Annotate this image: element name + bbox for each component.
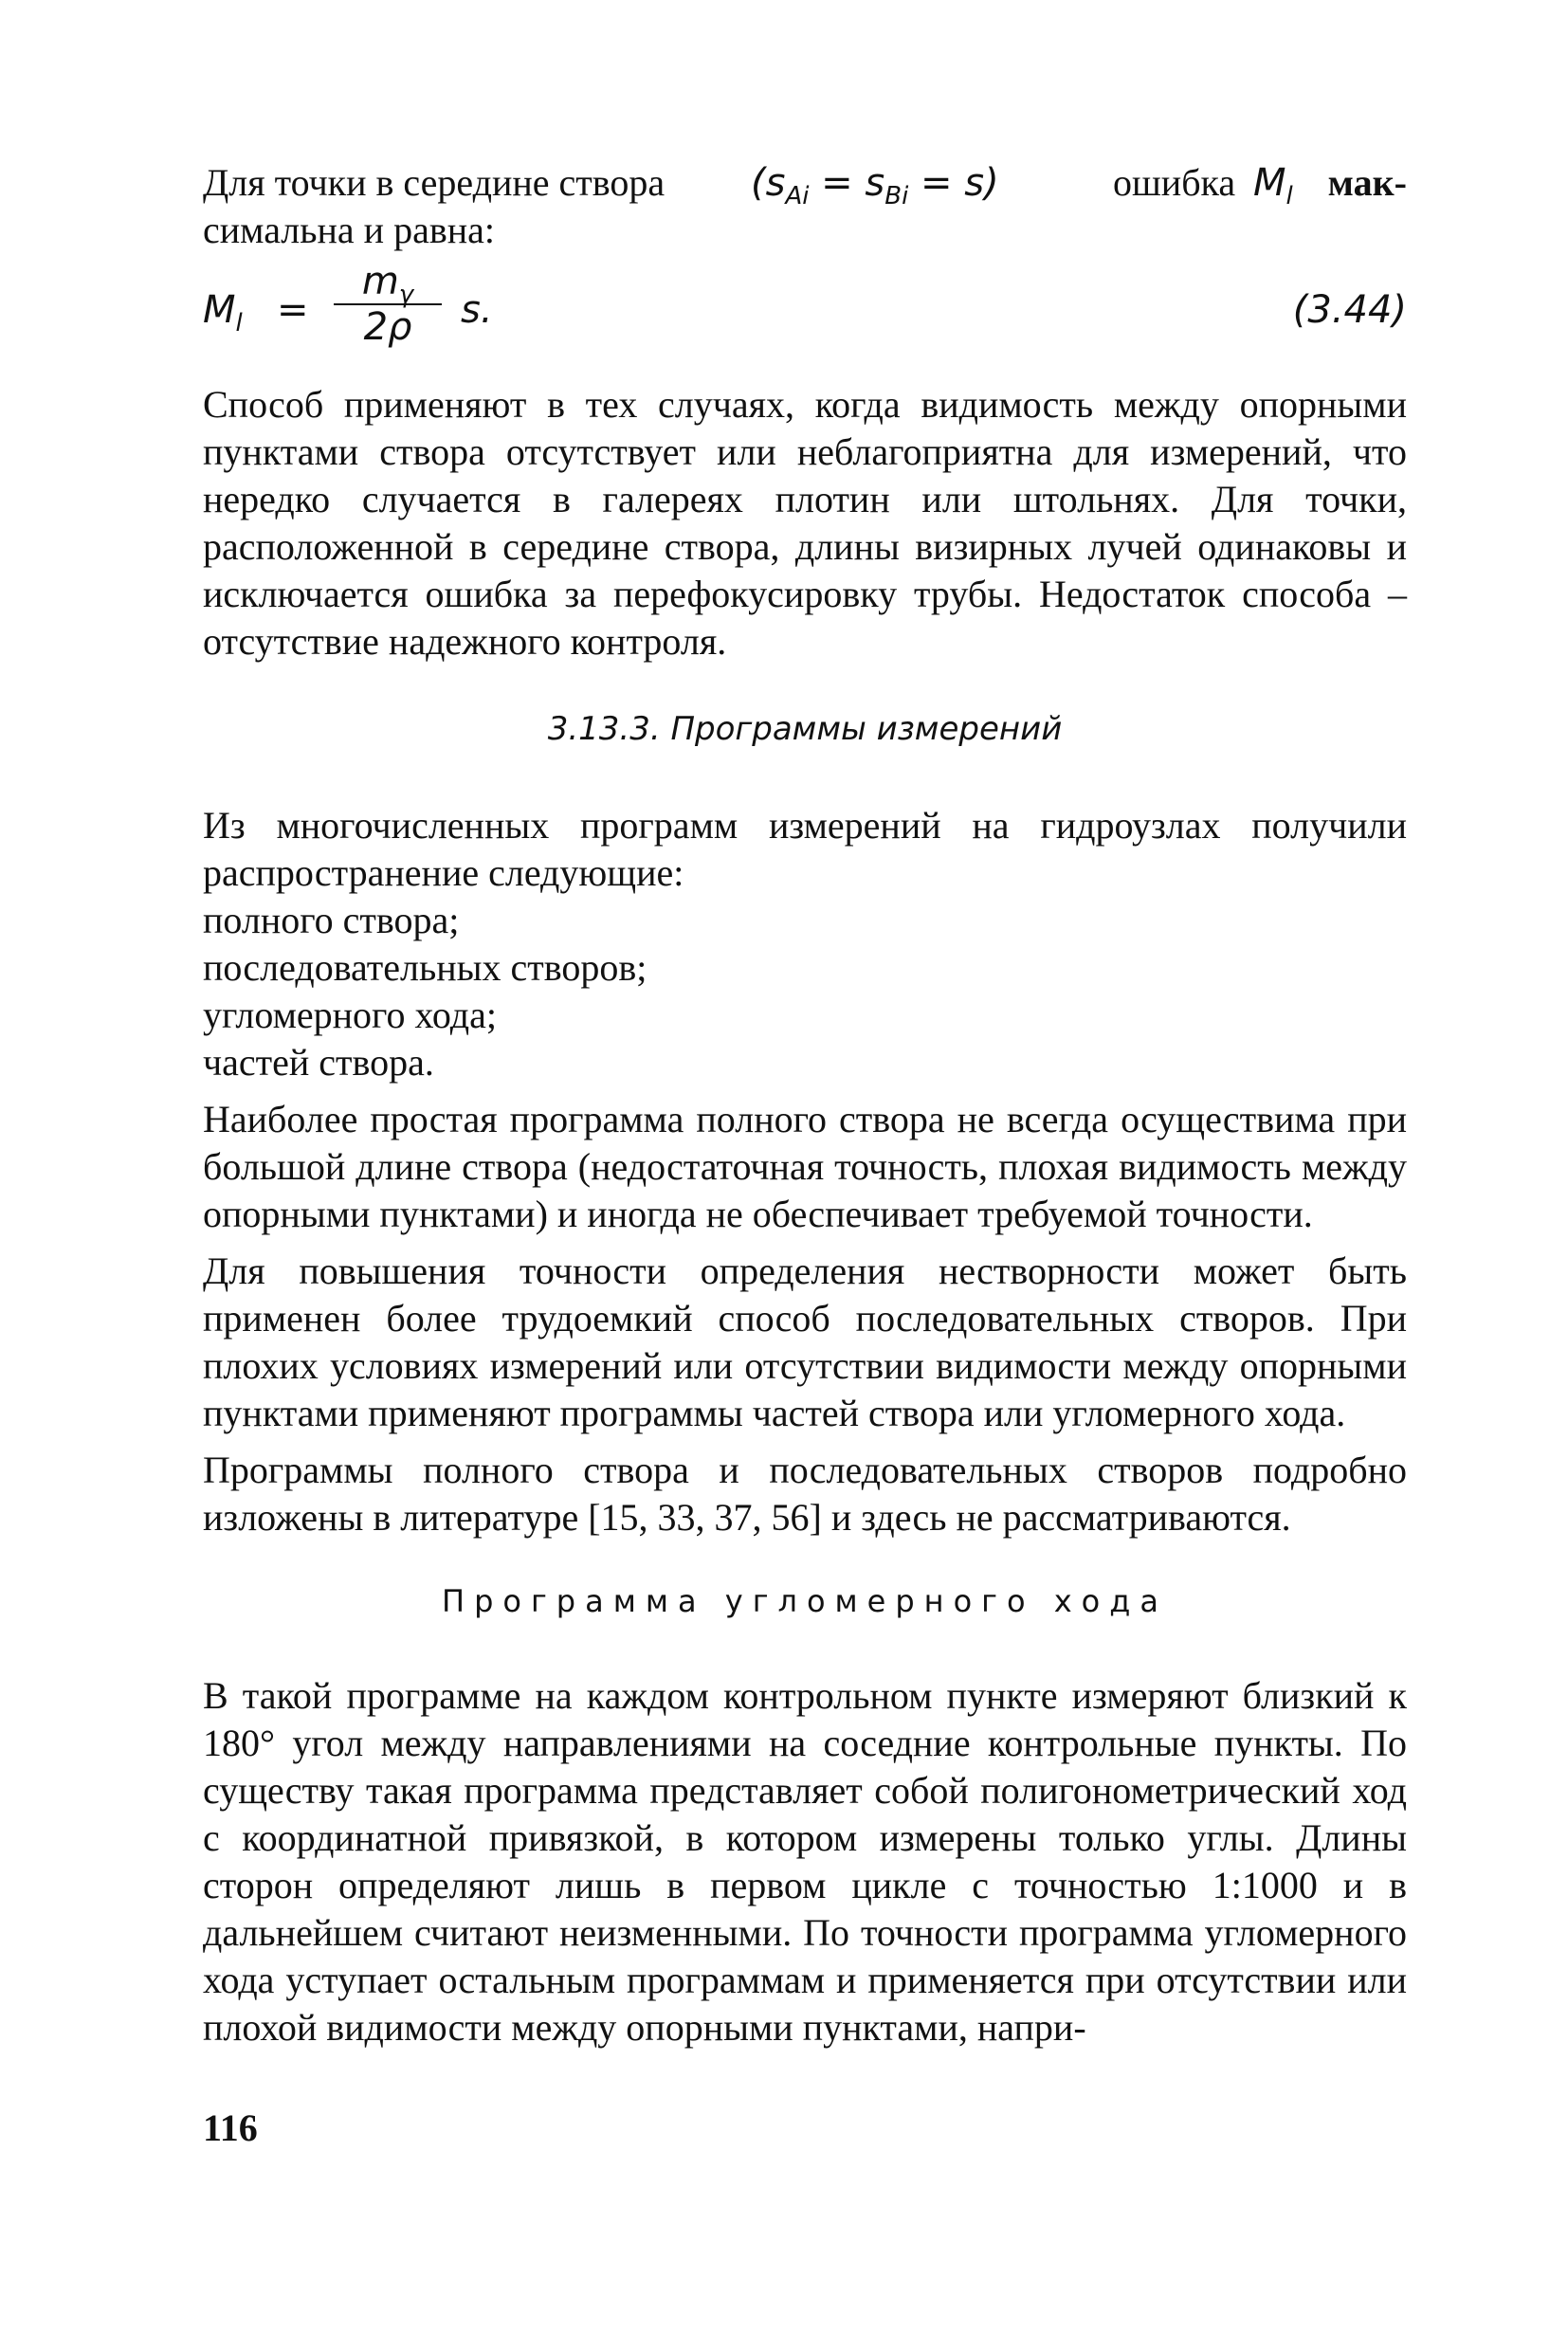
paragraph-1: Способ применяют в тех случаях, когда видимость между опорными пунктами створа отсутствует или неблагоприятна для измерений, что нередко случается в галереях плотин или штольнях. Для точки, расположенной в середине створа, длины визирных лучей одинаковы и исключается ошибка за перефокусировку трубы. Недостаток способа – отсутствие надежного контроля. bbox=[203, 383, 1407, 663]
equation-fraction bbox=[326, 260, 449, 349]
list-item: полного створа; bbox=[203, 899, 460, 941]
list-item: последовательных створов; bbox=[203, 946, 647, 989]
paragraph-3: Наиболее простая программа полного створа не всегда осуществима при большой длине створа (недостаточная точность, плохая видимость между опорными пунктами) и иногда не обеспечивает требуемой точности. bbox=[203, 1098, 1407, 1235]
equation-lhs: $M_l$ bbox=[203, 288, 243, 337]
page-body bbox=[203, 159, 1407, 2051]
equation-after: s. bbox=[461, 288, 493, 332]
fraction-denominator: 2ρ bbox=[363, 305, 412, 349]
paragraph-5: Программы полного створа и последовательных створов подробно изложены в литературе [15, 33, 37, 56] и здесь не рассматриваются. bbox=[203, 1449, 1407, 1539]
subsection-title: Программа угломерного хода bbox=[442, 1583, 1168, 1619]
error-symbol: $M_l$ bbox=[1253, 161, 1293, 210]
equation-3-44 bbox=[203, 260, 1407, 364]
paragraph-4: Для повышения точности определения нестворности может быть применен более трудоемкий способ последовательных створов. При плохих условиях измерений или отсутствии видимости между опорными пунктами применяют программы частей створа или угломерного хода. bbox=[203, 1249, 1407, 1434]
paragraph-2: Из многочисленных программ измерений на гидроузлах получили распространение следующие: bbox=[203, 804, 1407, 894]
fraction-numerator: $m_\gamma$ bbox=[361, 260, 414, 309]
paragraph-6: В такой программе на каждом контрольном пункте измеряют близкий к 180° угол между направлениями на соседние контрольные пункты. По существу такая программа представляет собой полигонометрический ход с координатной привязкой, в котором измерены только углы. Длины сторон определяют лишь в первом цикле с точностью 1:1000 и в дальнейшем считают неизменными. По точности программа угломерного хода уступает остальным программам и применяется при отсутствии или плохой видимости между опорными пунктами, напри- bbox=[203, 1674, 1407, 2049]
max-word: мак- bbox=[1327, 161, 1407, 204]
intro-formula: $(s_{Ai} = s_{Bi} = s)$ bbox=[751, 161, 999, 210]
section-title: 3.13.3. Программы измерений bbox=[547, 710, 1063, 748]
equation-number: (3.44) bbox=[1292, 288, 1407, 332]
list-item: частей створа. bbox=[203, 1041, 434, 1084]
page-number: 116 bbox=[203, 2106, 258, 2149]
intro-line-1 bbox=[203, 159, 1407, 210]
error-label: ошибка bbox=[1113, 161, 1236, 204]
intro-line-2: симальна и равна: bbox=[203, 209, 495, 251]
list-item: угломерного хода; bbox=[203, 994, 497, 1036]
equation-equals: = bbox=[277, 288, 309, 332]
intro-text: Для точки в середине створа bbox=[203, 161, 665, 204]
